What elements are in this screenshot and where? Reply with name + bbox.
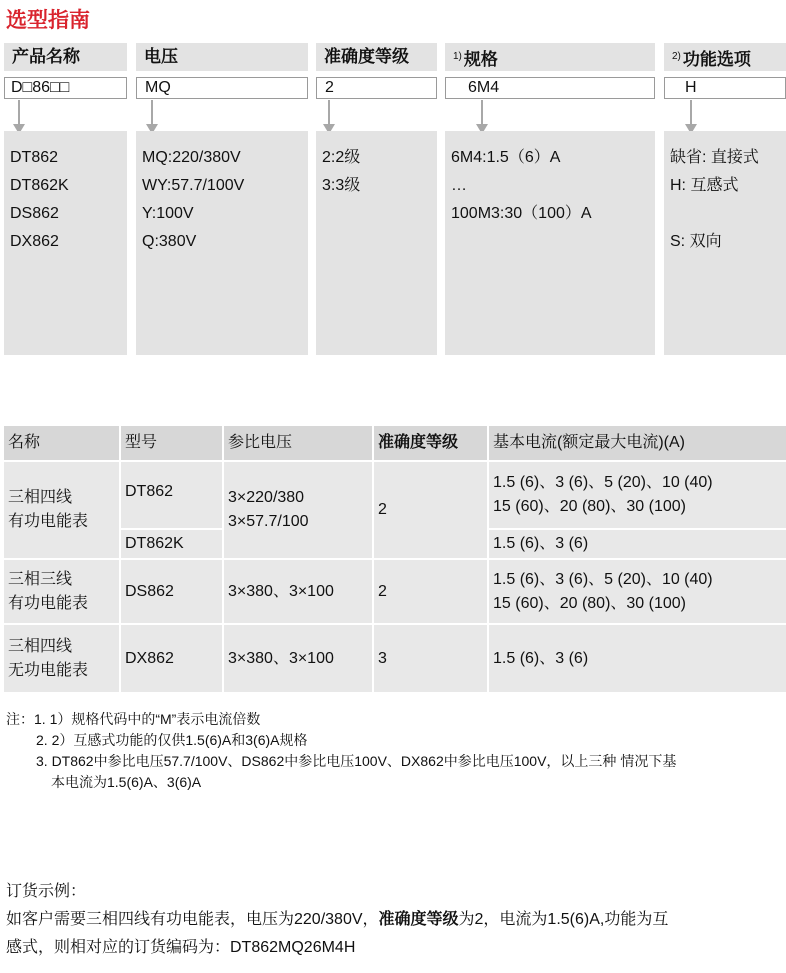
code-function: H [664,77,786,99]
note-line: 3. DT862中参比电压57.7/100V、DS862中参比电压100V、DX862中参比电压100V，以上三种 情况下基 [36,753,677,769]
note-prefix: 注： [6,711,34,727]
col-header-model: 型号 [121,426,222,460]
header-accuracy-label: 准确度等级 [324,47,409,66]
table-cell-accuracy: 3 [374,625,487,692]
col-header-accuracy: 准确度等级 [374,426,487,460]
name-line: 有功电能表 [8,513,89,530]
code-spec: 6M4 [445,77,655,99]
table-cell-model: DX862 [121,625,222,692]
name-line: 有功电能表 [8,594,89,612]
options-accuracy [316,131,437,355]
option-item: 3:3级 [322,177,361,194]
current-line: 1.5 (6)、3 (6)、5 (20)、10 (40) [493,570,713,588]
header-spec [445,43,655,71]
spec-footnote-mark: 1) [453,51,462,62]
option-item: DT862K [10,177,69,194]
option-item: WY:57.7/100V [142,177,245,194]
options-product [4,131,127,355]
table-cell-accuracy: 2 [374,462,487,558]
notes [6,709,676,793]
name-line: 三相三线 [8,570,73,588]
table-cell-name [4,462,119,558]
option-item: DS862 [10,205,59,222]
header-voltage-label: 电压 [144,47,178,66]
voltage-line: 3×57.7/100 [228,513,309,530]
option-item: 缺省: 直接式 [670,149,759,166]
table-cell-current: 1.5 (6)、3 (6) [489,530,786,558]
code-accuracy: 2 [316,77,437,99]
header-product [4,43,127,71]
option-item: Y:100V [142,205,194,222]
current-line: 15 (60)、20 (80)、30 (100) [493,594,686,612]
func-footnote-mark: 2) [672,51,681,62]
order-text-part: 如客户需要三相四线有功电能表，电压为220/380V， [6,911,379,928]
option-item: H: 互感式 [670,177,739,194]
current-line: 1.5 (6)、3 (6)、5 (20)、10 (40) [493,474,713,491]
table-cell-model: DT862K [121,530,222,558]
option-item: Q:380V [142,233,197,250]
header-function-label: 功能选项 [682,50,751,69]
name-line: 三相四线 [8,637,73,655]
options-function [664,131,786,355]
table-cell-model: DS862 [121,560,222,623]
option-item: DX862 [10,233,59,250]
table-cell-voltage [224,462,372,558]
spec-table [4,426,786,692]
order-example [6,878,782,962]
code-product: D□86□□ [4,77,127,99]
voltage-line: 3×220/380 [228,489,305,506]
order-text: 感式，则相对应的订货编码为：DT862MQ26M4H [6,939,356,956]
col-header-ref-voltage: 参比电压 [224,426,372,460]
order-text [6,906,782,934]
table-cell-accuracy: 2 [374,560,487,623]
option-item: 2:2级 [322,149,361,166]
header-product-label: 产品名称 [12,47,80,66]
options-spec [445,131,655,355]
option-item [670,200,786,228]
col-header-current: 基本电流(额定最大电流)(A) [489,426,786,460]
header-accuracy [316,43,437,71]
name-line: 无功电能表 [8,661,89,679]
option-item: DT862 [10,149,59,166]
col-header-name: 名称 [4,426,119,460]
order-text-part: 为2，电流为1.5(6)A,功能为互 [458,911,669,928]
note-line: 本电流为1.5(6)A、3(6)A [51,774,202,790]
page-title: 选型指南 [6,9,90,32]
options-voltage [136,131,308,355]
table-cell-name [4,625,119,692]
order-title: 订货示例： [6,883,87,900]
header-spec-label: 规格 [463,50,498,69]
header-function [664,43,786,71]
note-line: 2. 2）互感式功能的仅供1.5(6)A和3(6)A规格 [36,732,308,748]
order-text-bold: 准确度等级 [378,911,459,928]
current-line: 15 (60)、20 (80)、30 (100) [493,498,686,515]
table-cell-current [489,462,786,528]
table-cell-voltage: 3×380、3×100 [224,625,372,692]
option-item: MQ:220/380V [142,149,241,166]
code-voltage: MQ [136,77,308,99]
table-cell-name [4,560,119,623]
name-line: 三相四线 [8,489,73,506]
option-item: 6M4:1.5（6）A [451,149,561,166]
header-voltage [136,43,308,71]
option-item: 100M3:30（100）A [451,205,592,222]
table-cell-voltage: 3×380、3×100 [224,560,372,623]
option-item: S: 双向 [670,233,722,250]
note-text: 1. 1）规格代码中的“M”表示电流倍数 [34,711,261,727]
table-cell-current [489,560,786,623]
note-line [6,709,676,730]
table-cell-model: DT862 [121,462,222,528]
table-cell-current: 1.5 (6)、3 (6) [489,625,786,692]
option-item: … [451,177,467,194]
